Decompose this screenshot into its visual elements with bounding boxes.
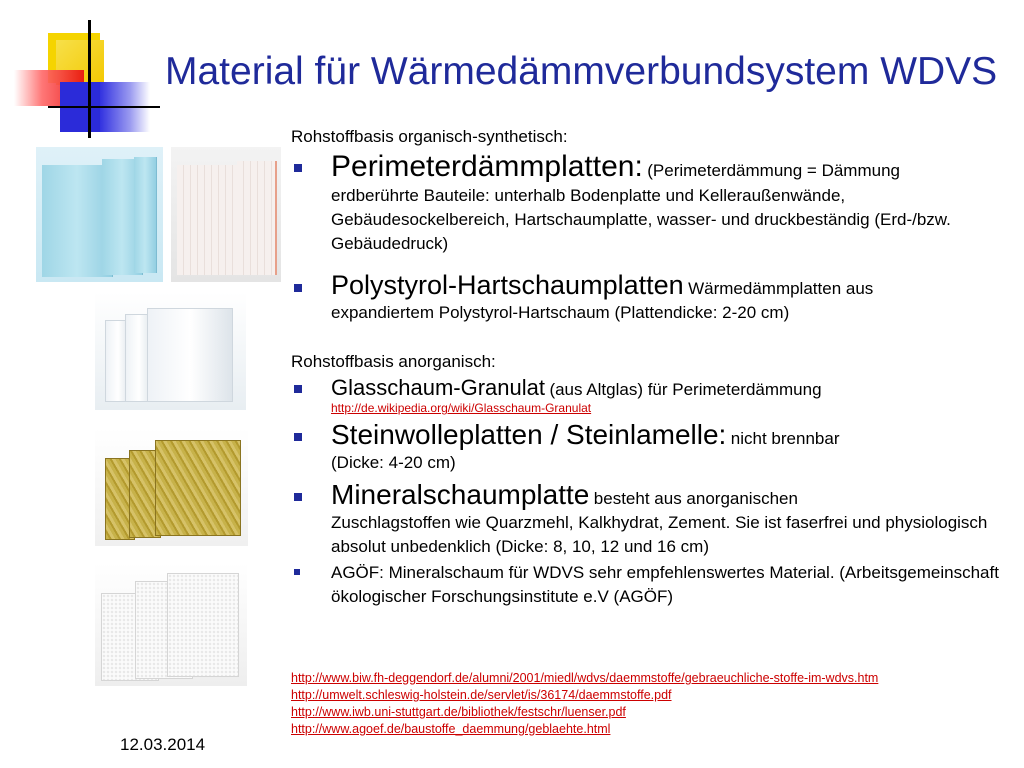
- item-note: (aus Altglas) für Perimeterdämmung: [549, 380, 822, 399]
- slide-content: [291, 126, 1011, 609]
- bullet-square-icon: [294, 493, 302, 501]
- eps-white-boards-photo: [95, 292, 246, 410]
- slide-date: 12.03.2014: [120, 735, 206, 754]
- reference-link[interactable]: http://www.agoef.de/baustoffe_daemmung/geblaehte.html: [291, 722, 611, 736]
- polystyrene-blue-boards-photo: [36, 147, 163, 282]
- item-title: Glasschaum-Granulat: [331, 375, 545, 400]
- reference-links: [291, 670, 878, 738]
- reference-link[interactable]: http://umwelt.schleswig-holstein.de/servlet/is/36174/daemmstoffe.pdf: [291, 688, 672, 702]
- item-note: Wärmedämmplatten aus: [688, 279, 874, 298]
- item-description: (Dicke: 4-20 cm): [331, 453, 456, 472]
- inorganic-heading: Rohstoffbasis anorganisch:: [291, 352, 496, 371]
- list-item-polystyrene: [291, 270, 1011, 325]
- perimeter-insulation-boards-photo: [171, 147, 281, 282]
- agoef-note: AGÖF: Mineralschaum für WDVS sehr empfehlenswertes Material. (Arbeitsgemeinschaft ökologischer Forschungsinstitute e.V (AGÖF): [331, 563, 999, 606]
- rock-wool-boards-photo: [95, 428, 248, 546]
- wikipedia-link[interactable]: http://de.wikipedia.org/wiki/Glasschaum-Granulat: [331, 401, 592, 415]
- item-note: nicht brennbar: [730, 429, 840, 448]
- bullet-square-icon: [294, 569, 300, 575]
- mineral-foam-boards-photo: [95, 563, 247, 686]
- list-item-rock-wool: [291, 419, 1011, 475]
- reference-link[interactable]: http://www.iwb.uni-stuttgart.de/bibliothek/festschr/luenser.pdf: [291, 705, 626, 719]
- bullet-square-icon: [294, 284, 302, 292]
- item-description: Zuschlagstoffen wie Quarzmehl, Kalkhydrat, Zement. Sie ist faserfrei und physiologisch absolut unbedenklich (Dicke: 8, 10, 12 und 16 cm): [331, 513, 988, 556]
- item-title: Steinwolleplatten / Steinlamelle:: [331, 419, 727, 450]
- item-title: Perimeterdämmplatten:: [331, 150, 643, 183]
- bullet-square-icon: [294, 164, 302, 172]
- item-description: erdberührte Bauteile: unterhalb Bodenplatte und Kelleraußenwände, Gebäudesockelbereich, Hartschaumplatte, wasser- und druckbeständig (Erd-/bzw. Gebäudedruck): [331, 186, 951, 253]
- list-item-agoef: [291, 561, 1011, 609]
- list-item-mineral-foam: [291, 479, 1011, 559]
- slide-logo-decoration: [0, 0, 160, 140]
- bullet-square-icon: [294, 433, 302, 441]
- item-note: (Perimeterdämmung = Dämmung: [647, 161, 900, 180]
- item-note: besteht aus anorganischen: [593, 489, 798, 508]
- item-description: expandiertem Polystyrol-Hartschaum (Plattendicke: 2-20 cm): [331, 303, 790, 322]
- organic-heading: Rohstoffbasis organisch-synthetisch:: [291, 127, 568, 146]
- slide-title: Material für Wärmedämmverbundsystem WDVS: [165, 50, 998, 93]
- item-title: Mineralschaumplatte: [331, 479, 590, 510]
- list-item-perimeter: [291, 150, 1011, 256]
- bullet-square-icon: [294, 385, 302, 393]
- reference-link[interactable]: http://www.biw.fh-deggendorf.de/alumni/2001/miedl/wdvs/daemmstoffe/gebraeuchliche-stoffe-im-wdvs.htm: [291, 671, 879, 685]
- list-item-glass-foam: [291, 375, 1011, 415]
- item-title: Polystyrol-Hartschaumplatten: [331, 270, 684, 300]
